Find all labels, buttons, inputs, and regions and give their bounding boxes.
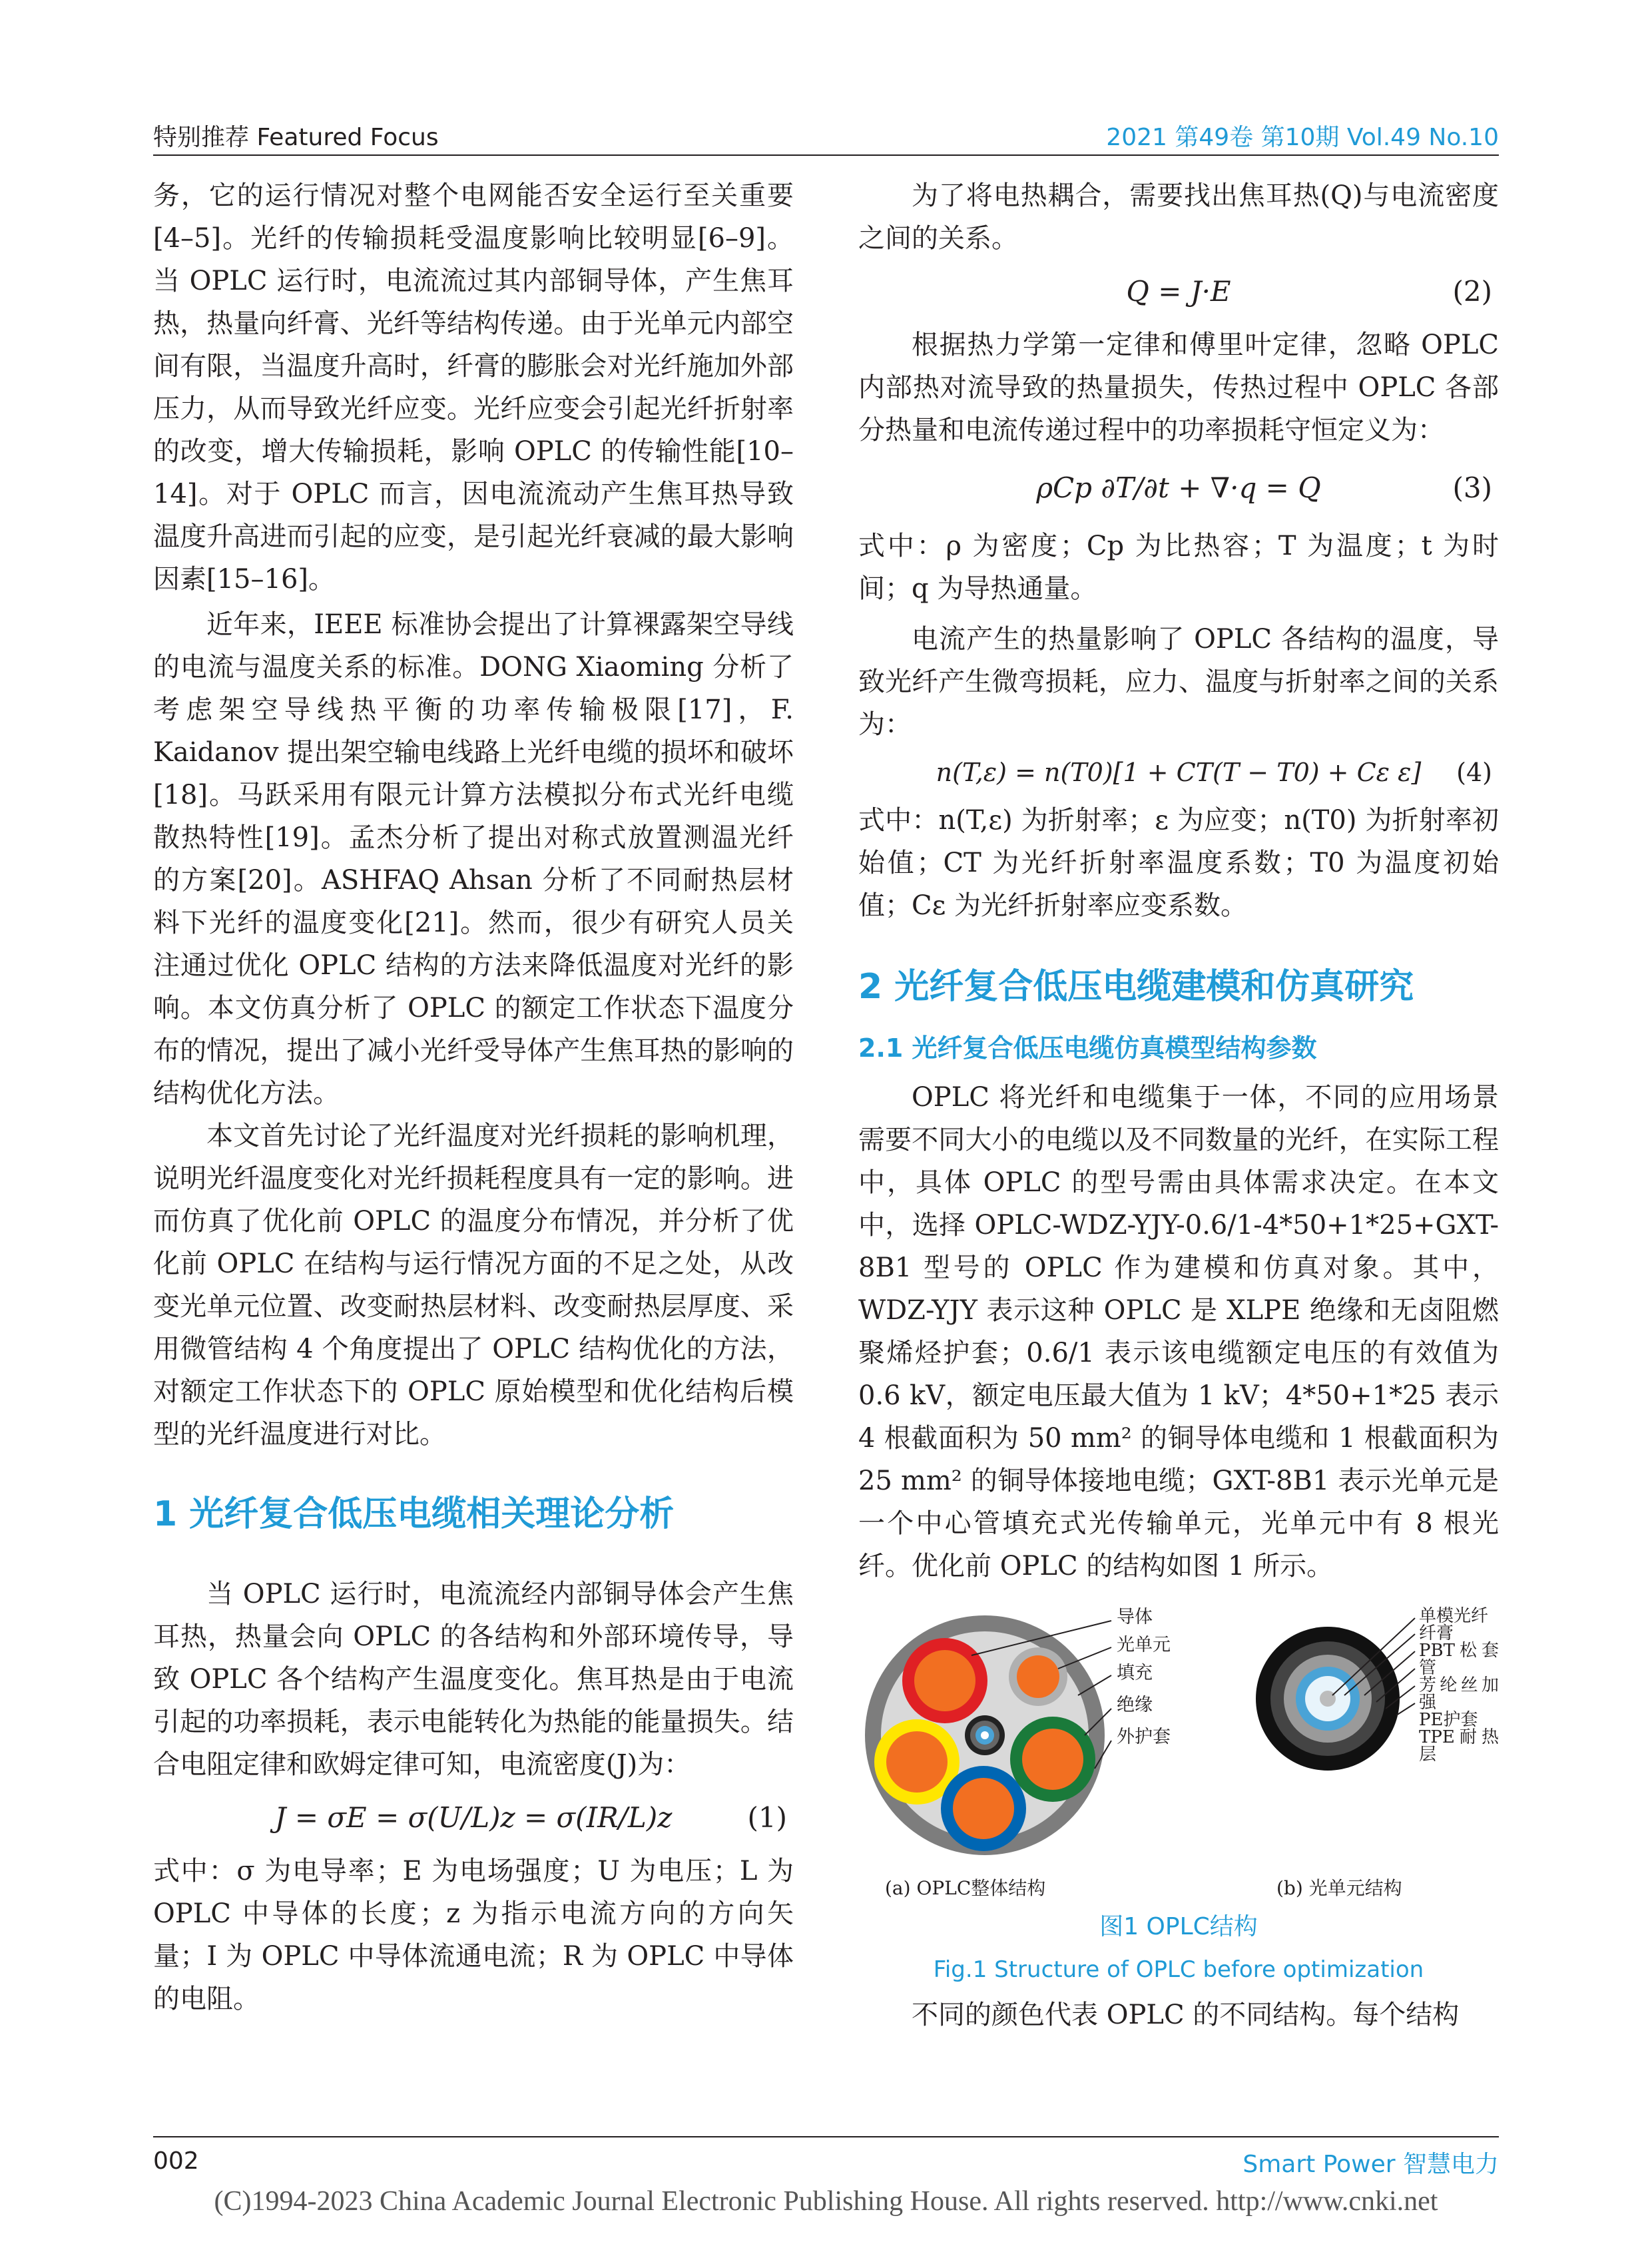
equation-number: (3) [1452, 471, 1492, 504]
paragraph: 为了将电热耦合，需要找出焦耳热(Q)与电流密度之间的关系。 [858, 180, 1499, 254]
page-number: 002 [153, 2147, 199, 2175]
equation-1 [153, 1786, 794, 1850]
label-pe-sheath: PE护套 [1419, 1710, 1478, 1730]
figure-a-labels [1117, 1607, 1171, 1755]
label-tpe-layer: TPE耐热层 [1419, 1727, 1499, 1765]
footer-rule [153, 2136, 1499, 2137]
left-column [153, 174, 794, 2020]
paragraph: 不同的颜色代表 OPLC 的不同结构。每个结构 [912, 2000, 1460, 2030]
journal-brand: Smart Power 智慧电力 [1242, 2151, 1499, 2178]
figure-b-labels [1419, 1607, 1499, 1763]
figure-1 [858, 1602, 1499, 1899]
label-filler: 填充 [1117, 1663, 1153, 1683]
paragraph: 式中：n(T,ε) 为折射率；ε 为应变；n(T0) 为折射率初始值；CT 为光纤折射率温度系数；T0 为温度初始值；Cε 为光纤折射率应变系数。 [858, 805, 1499, 921]
label-pbt-tube: PBT松套管 [1419, 1641, 1499, 1678]
oplc-structure-diagram [858, 1602, 1499, 1895]
paragraph: OPLC 将光纤和电缆集于一体，不同的应用场景需要不同大小的电缆以及不同数量的光纤，在实际工程中，具体 OPLC 的型号需由具体需求决定。在本文中，选择 OPLC-WDZ-YJY-0.6/1-4*50+1*25+GXT-8B1 型号的 OPLC 作为建模和仿真对象。其中，WDZ-YJY 表示这种 OPLC 是 XLPE 绝缘和无卤阻燃聚烯烃护套；0.6/1 表示该电缆额定电压的有效值为 0.6 kV，额定电压最大值为 1 kV；4*50+1*25 表示 4 根截面积为 50 mm² 的铜导体电缆和 1 根截面积为 25 mm² 的铜导体接地电缆；GXT-8B1 表示光单元是一个中心管填充式光传输单元，光单元中有 8 根光纤。优化前 OPLC 的结构如图 1 所示。 [858, 1082, 1499, 1581]
paragraph: 当 OPLC 运行时，电流流经内部铜导体会产生焦耳热，热量会向 OPLC 的各结构和外部环境传导，导致 OPLC 各个结构产生温度变化。焦耳热是由于电流引起的功率损耗，表示电能转化为热能的能量损失。结合电阻定律和欧姆定律可知，电流密度(J)为： [153, 1579, 794, 1780]
figure-caption-en: Fig.1 Structure of OPLC before optimization [933, 1956, 1424, 1983]
paragraph: 式中：ρ 为密度；Cp 为比热容；T 为温度；t 为时间；q 为导热通量。 [858, 531, 1499, 604]
label-single-mode-fiber: 单模光纤 [1419, 1606, 1489, 1626]
equation-text: Q = J·E [1126, 275, 1231, 308]
equation-text: n(T,ε) = n(T0)[1 + CT(T − T0) + Cε ε] [936, 758, 1422, 787]
running-header-left: 特别推荐 Featured Focus [153, 124, 439, 151]
subcaption-a: (a) OPLC整体结构 [885, 1877, 1046, 1899]
equation-number: (2) [1452, 275, 1492, 308]
paragraph: 本文首先讨论了光纤温度对光纤损耗的影响机理，说明光纤温度变化对光纤损耗程度具有一定的影响。进而仿真了优化前 OPLC 的温度分布情况，并分析了优化前 OPLC 在结构与运行情况方面的不足之处，从改变光单元位置、改变耐热层材料、改变耐热层厚度、采用微管结构 4 个角度提出了 OPLC 结构优化的方法，对额定工作状态下的 OPLC 原始模型和优化结构后模型的光纤温度进行对比。 [153, 1121, 794, 1450]
paragraph: 式中：σ 为电导率；E 为电场强度；U 为电压；L 为 OPLC 中导体的长度；z 为指示电流方向的方向矢量；I 为 OPLC 中导体流通电流；R 为 OPLC 中导体的电阻。 [153, 1856, 794, 2014]
label-aramid: 芳纶丝加强 [1419, 1675, 1499, 1713]
label-insulation: 绝缘 [1117, 1695, 1153, 1715]
subcaption-b: (b) 光单元结构 [1276, 1877, 1402, 1899]
paragraph: 根据热力学第一定律和傅里叶定律，忽略 OPLC 内部热对流导致的热量损失，传热过程中 OPLC 各部分热量和电流传递过程中的功率损耗守恒定义为： [858, 330, 1499, 445]
equation-number: (4) [1456, 758, 1492, 787]
label-conductor: 导体 [1117, 1607, 1153, 1627]
section-heading: 1 光纤复合低压电缆相关理论分析 [153, 1494, 675, 1534]
equation-number: (1) [747, 1801, 787, 1834]
equation-4 [858, 746, 1499, 799]
label-fiber-paste: 纤膏 [1419, 1623, 1454, 1643]
running-header-right: 2021 第49卷 第10期 Vol.49 No.10 [1106, 124, 1499, 151]
label-optical-unit: 光单元 [1117, 1635, 1171, 1655]
paragraph: 务，它的运行情况对整个电网能否安全运行至关重要[4–5]。光纤的传输损耗受温度影响比较明显[6–9]。当 OPLC 运行时，电流流过其内部铜导体，产生焦耳热，热量向纤膏、光纤等结构传递。由于光单元内部空间有限，当温度升高时，纤膏的膨胀会对光纤施加外部压力，从而导致光纤应变。光纤应变会引起光纤折射率的改变，增大传输损耗，影响 OPLC 的传输性能[10–14]。对于 OPLC 而言，因电流流动产生焦耳热导致温度升高进而引起的应变，是引起光纤衰减的最大影响因素[15–16]。 [153, 180, 794, 595]
figure-caption-cn: 图1 OPLC结构 [1099, 1913, 1258, 1940]
copyright-notice: (C)1994-2023 China Academic Journal Electronic Publishing House. All rights reserved. http://www.cnki.net [214, 2186, 1438, 2217]
label-outer-sheath: 外护套 [1117, 1727, 1171, 1747]
equation-text: ρCp ∂T/∂t + ∇·q = Q [1036, 471, 1321, 504]
paragraph: 电流产生的热量影响了 OPLC 各结构的温度，导致光纤产生微弯损耗，应力、温度与折射率之间的关系为： [858, 624, 1499, 740]
paragraph: 近年来，IEEE 标准协会提出了计算裸露架空导线的电流与温度关系的标准。DONG Xiaoming 分析了考虑架空导线热平衡的功率传输极限[17]，F. Kaidanov 提出架空输电线路上光纤电缆的损坏和破坏[18]。马跃采用有限元计算方法模拟分布式光纤电缆散热特性[19]。孟杰分析了提出对称式放置测温光纤的方案[20]。ASHFAQ Ahsan 分析了不同耐热层材料下光纤的温度变化[21]。然而，很少有研究人员关注通过优化 OPLC 结构的方法来降低温度对光纤的影响。本文仿真分析了 OPLC 的额定工作状态下温度分布的情况，提出了减小光纤受导体产生焦耳热的影响的结构优化方法。 [153, 609, 794, 1109]
equation-text: J = σE = σ(U/L)z = σ(IR/L)z [274, 1801, 673, 1834]
equation-3 [858, 451, 1499, 525]
right-column [858, 174, 1499, 2036]
subsection-heading: 2.1 光纤复合低压电缆仿真模型结构参数 [858, 1033, 1317, 1063]
header-rule [153, 154, 1499, 156]
equation-2 [858, 260, 1499, 324]
section-heading: 2 光纤复合低压电缆建模和仿真研究 [858, 967, 1414, 1007]
